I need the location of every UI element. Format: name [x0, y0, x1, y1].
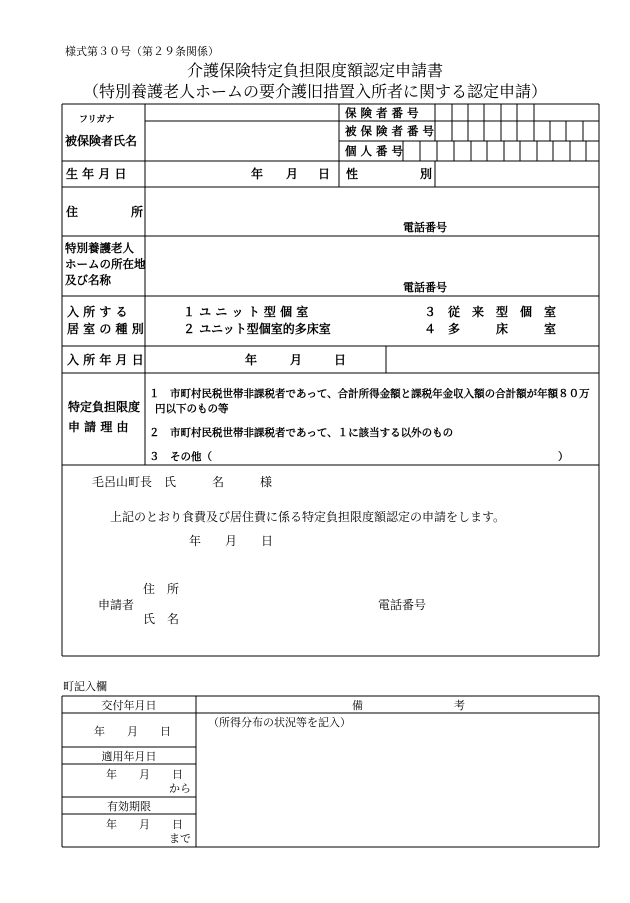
admission-year-unit: 年 — [245, 353, 258, 367]
birth-month-unit: 月 — [286, 167, 299, 181]
admission-date-label: 入 所 年 月 日 — [67, 353, 144, 367]
address-field[interactable] — [146, 188, 598, 235]
remarks-label-1: 備 — [352, 699, 363, 712]
admission-day-unit: 日 — [334, 353, 347, 367]
remarks-label-2: 考 — [454, 699, 465, 712]
room-option-2[interactable]: ２ ユニット型個室的多床室 — [183, 322, 331, 336]
insured-name-label: 被保険者氏名 — [65, 134, 138, 148]
addressee: 毛呂山町長 氏 名 様 — [92, 475, 273, 489]
office-section-label: 町記入欄 — [63, 680, 107, 693]
form-title: 介護保険特定負担限度額認定申請書 — [186, 61, 443, 80]
insured-number-label: 被 保 険 者 番 号 — [345, 124, 435, 138]
birth-year-unit: 年 — [251, 167, 264, 181]
furigana-field[interactable] — [146, 105, 338, 120]
facility-label: 特別養護老人 ホームの所在地 及び名称 — [65, 241, 146, 287]
facility-phone-label: 電話番号 — [403, 281, 447, 294]
sex-label-2: 別 — [420, 167, 433, 181]
reason-item-3[interactable]: ３ その他（ — [149, 451, 212, 463]
issue-date-value[interactable]: 年 月 日 — [94, 725, 171, 738]
expiry-date-value[interactable]: 年 月 日 — [106, 818, 183, 831]
room-type-label-2: 居 室 の 種 別 — [67, 322, 144, 336]
insurer-number-label: 保 険 者 番 号 — [345, 106, 419, 120]
expiry-label: 有効期限 — [107, 800, 151, 813]
reason-item-3-close: ） — [558, 451, 569, 463]
facility-field[interactable] — [146, 237, 598, 295]
reason-label-1: 特定負担限度 — [68, 400, 141, 414]
sex-label: 性 — [346, 167, 359, 181]
reason-item-1[interactable]: １ 市町村民税世帯非課税者であって、合計所得金額と課税年金収入額の合計額が年額８０万 — [149, 388, 590, 400]
birth-day-unit: 日 — [318, 167, 331, 181]
expiry-until: まで — [169, 832, 191, 845]
applicant-address-label: 住 所 — [143, 582, 180, 596]
applicant-name-label: 氏 名 — [143, 612, 180, 626]
furigana-label: フリガナ — [79, 115, 115, 125]
address-phone-label: 電話番号 — [403, 221, 447, 234]
room-option-3[interactable]: ３ 従 来 型 個 室 — [424, 305, 557, 319]
issue-date-label: 交付年月日 — [101, 699, 157, 712]
remarks-hint: （所得分布の状況等を記入） — [208, 716, 351, 729]
reason-label-2: 申 請 理 由 — [68, 420, 129, 434]
applicant-label: 申請者 — [98, 598, 135, 612]
birth-date-label: 生 年 月 日 — [66, 167, 127, 181]
remarks-field[interactable] — [197, 714, 598, 846]
declaration-statement: 上記のとおり食費及び居住費に係る特定負担限度額認定の申請をします。 — [110, 510, 506, 524]
apply-date-label: 適用年月日 — [101, 750, 157, 763]
address-label-2: 所 — [131, 205, 144, 219]
room-option-4[interactable]: ４ 多 床 室 — [424, 322, 557, 336]
apply-from: から — [169, 782, 191, 795]
reason-item-1-cont: 円以下のもの等 — [155, 403, 229, 415]
room-type-label-1: 入 所 す る — [67, 305, 128, 319]
room-option-1[interactable]: １ ユ ニ ッ ト 型 個 室 — [183, 305, 309, 319]
form-number: 様式第３０号（第２９条関係） — [65, 45, 219, 58]
declaration-date[interactable]: 年 月 日 — [189, 534, 274, 548]
applicant-phone-label: 電話番号 — [378, 598, 427, 612]
insured-name-field[interactable] — [146, 122, 338, 160]
address-label-1: 住 — [66, 205, 79, 219]
admission-month-unit: 月 — [290, 353, 303, 367]
personal-number-label: 個 人 番 号 — [345, 144, 404, 158]
reason-item-2[interactable]: ２ 市町村民税世帯非課税者であって、１に該当する以外のもの — [149, 427, 454, 439]
form-subtitle: （特別養護老人ホームの要介護旧措置入所者に関する認定申請） — [82, 82, 547, 101]
apply-date-value[interactable]: 年 月 日 — [106, 768, 183, 781]
